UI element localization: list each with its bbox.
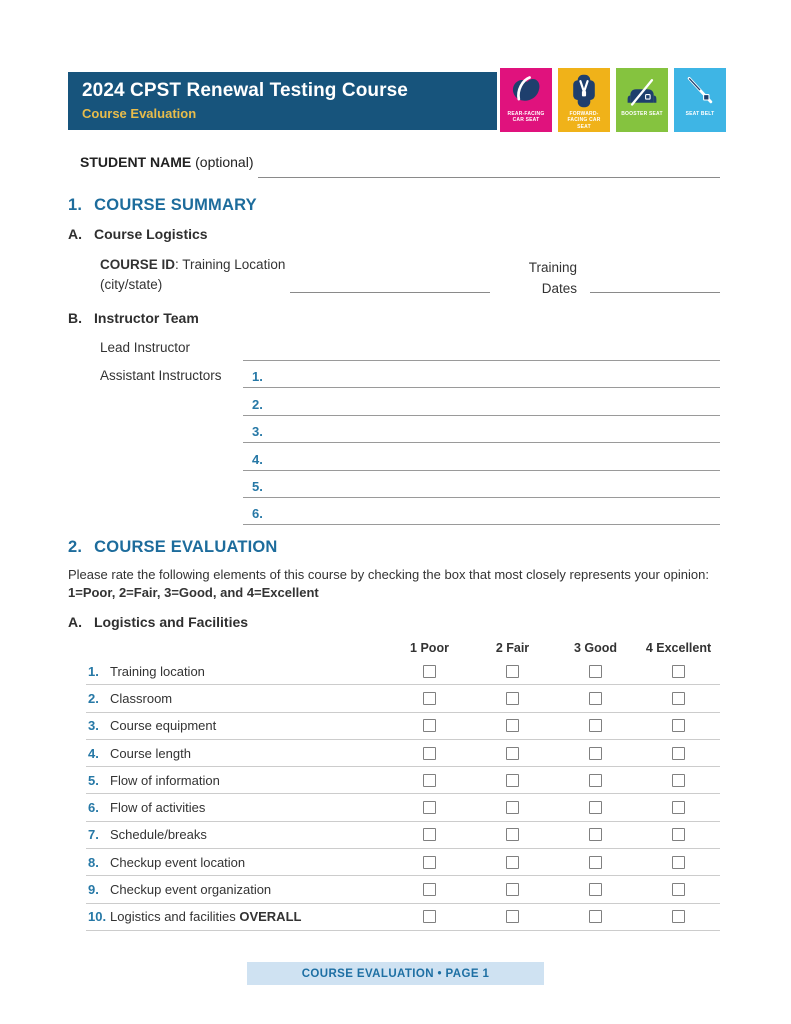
table-row-flow-of-information (86, 767, 720, 794)
table-row-schedule-breaks (86, 822, 720, 849)
row-label: Course length (110, 745, 191, 761)
section-heading-course-evaluation: 2. COURSE EVALUATION (68, 538, 278, 556)
tile-label: SEAT BELT (685, 111, 715, 117)
rear-facing-car-seat-icon (507, 73, 545, 109)
header-band (68, 72, 497, 130)
checkbox-poor[interactable] (423, 747, 436, 760)
row-label: Flow of activities (110, 800, 206, 816)
column-header-good: 3 Good (573, 640, 618, 655)
booster-seat-icon (623, 73, 661, 109)
lead-instructor-label: Lead Instructor (100, 340, 191, 355)
checkbox-good[interactable] (589, 747, 602, 760)
tile-forward-facing-car-seat (558, 68, 610, 132)
checkbox-excellent[interactable] (672, 719, 685, 732)
tile-label: REAR-FACING CAR SEAT (507, 111, 545, 124)
training-location-field[interactable] (290, 272, 490, 293)
table-row-course-length (86, 740, 720, 767)
column-header-fair: 2 Fair (495, 640, 530, 655)
table-row-course-equipment (86, 713, 720, 740)
checkbox-poor[interactable] (423, 910, 436, 923)
row-number: 6. (88, 800, 99, 816)
row-number: 3. (252, 424, 263, 440)
row-number: 8. (88, 854, 99, 870)
row-number: 3. (88, 718, 99, 734)
checkbox-poor[interactable] (423, 801, 436, 814)
car-seat-icon-row (500, 68, 726, 132)
checkbox-poor[interactable] (423, 665, 436, 678)
checkbox-poor[interactable] (423, 828, 436, 841)
tile-booster-seat (616, 68, 668, 132)
checkbox-fair[interactable] (506, 665, 519, 678)
checkbox-excellent[interactable] (672, 828, 685, 841)
tile-seat-belt (674, 68, 726, 132)
row-number: 2. (88, 690, 99, 706)
assistant-instructor-field-3[interactable] (243, 416, 720, 443)
column-header-excellent: 4 Excellent (645, 640, 712, 655)
course-id-label: COURSE ID: Training Location (city/state) (100, 257, 286, 293)
checkbox-excellent[interactable] (672, 910, 685, 923)
row-number: 2. (252, 396, 263, 412)
row-number: 4. (252, 451, 263, 467)
page-footer (247, 962, 544, 985)
checkbox-excellent[interactable] (672, 856, 685, 869)
student-name-field[interactable] (258, 157, 720, 178)
row-label: Classroom (110, 690, 173, 706)
checkbox-fair[interactable] (506, 828, 519, 841)
row-number: 7. (88, 827, 99, 843)
table-row-checkup-event-organization (86, 876, 720, 903)
lead-instructor-field[interactable] (243, 334, 720, 361)
checkbox-poor[interactable] (423, 883, 436, 896)
table-row-training-location (86, 658, 720, 685)
assistant-instructors-label: Assistant Instructors (100, 368, 222, 383)
checkbox-excellent[interactable] (672, 801, 685, 814)
checkbox-good[interactable] (589, 856, 602, 869)
row-label: Training location (110, 663, 205, 679)
checkbox-excellent[interactable] (672, 774, 685, 787)
assistant-instructor-field-6[interactable] (243, 498, 720, 525)
checkbox-fair[interactable] (506, 692, 519, 705)
checkbox-good[interactable] (589, 719, 602, 732)
checkbox-fair[interactable] (506, 801, 519, 814)
row-number: 5. (252, 478, 263, 494)
checkbox-good[interactable] (589, 692, 602, 705)
evaluation-instructions: Please rate the following elements of this course by checking the box that most closely represents your opinion: 1=Poor, 2=Fair, 3=Good, and 4=Excellent (68, 567, 709, 601)
row-label: Checkup event location (110, 854, 246, 870)
page-subtitle: Course Evaluation (82, 106, 197, 121)
checkbox-excellent[interactable] (672, 692, 685, 705)
page-title: 2024 CPST Renewal Testing Course (82, 80, 408, 101)
row-number: 9. (88, 882, 99, 898)
tile-label: BOOSTER SEAT (621, 111, 663, 117)
checkbox-fair[interactable] (506, 910, 519, 923)
row-label: Schedule/breaks (110, 827, 207, 843)
checkbox-poor[interactable] (423, 856, 436, 869)
row-number: 1. (252, 369, 263, 385)
section-heading-course-summary: 1. COURSE SUMMARY (68, 196, 257, 214)
checkbox-good[interactable] (589, 828, 602, 841)
checkbox-poor[interactable] (423, 692, 436, 705)
assistant-instructor-field-1[interactable] (243, 361, 720, 388)
assistant-instructor-field-4[interactable] (243, 443, 720, 470)
checkbox-fair[interactable] (506, 856, 519, 869)
instructor-lines (243, 334, 720, 525)
row-number: 10. (88, 909, 107, 925)
checkbox-poor[interactable] (423, 719, 436, 732)
checkbox-good[interactable] (589, 774, 602, 787)
checkbox-fair[interactable] (506, 719, 519, 732)
checkbox-fair[interactable] (506, 883, 519, 896)
tile-label: FORWARD-FACING CAR SEAT (567, 111, 601, 130)
row-label: Checkup event organization (110, 882, 272, 898)
assistant-instructor-field-2[interactable] (243, 388, 720, 415)
subsection-course-logistics: A. Course Logistics (68, 226, 208, 242)
row-label: Logistics and facilities OVERALL (110, 909, 302, 925)
checkbox-poor[interactable] (423, 774, 436, 787)
training-dates-field[interactable] (590, 272, 720, 293)
row-number: 6. (252, 506, 263, 522)
table-row-logistics-overall (86, 904, 720, 931)
checkbox-fair[interactable] (506, 747, 519, 760)
assistant-instructor-field-5[interactable] (243, 471, 720, 498)
table-row-flow-of-activities (86, 794, 720, 821)
student-name-label: STUDENT NAME (optional) (80, 154, 254, 170)
tile-rear-facing-car-seat (500, 68, 552, 132)
checkbox-good[interactable] (589, 665, 602, 678)
row-number: 4. (88, 745, 99, 761)
training-dates-label: Training Dates (528, 260, 577, 296)
checkbox-fair[interactable] (506, 774, 519, 787)
row-label: Course equipment (110, 718, 217, 734)
column-header-poor: 1 Poor (410, 640, 449, 655)
row-label: Flow of information (110, 772, 220, 788)
forward-facing-car-seat-icon (565, 73, 603, 109)
checkbox-excellent[interactable] (672, 747, 685, 760)
rating-header-row (68, 637, 720, 658)
table-row-classroom (86, 685, 720, 712)
footer-text: COURSE EVALUATION • PAGE 1 (301, 967, 490, 980)
checkbox-excellent[interactable] (672, 665, 685, 678)
row-number: 5. (88, 772, 99, 788)
row-number: 1. (88, 663, 99, 679)
evaluation-table (68, 637, 720, 931)
checkbox-good[interactable] (589, 883, 602, 896)
checkbox-good[interactable] (589, 910, 602, 923)
subsection-instructor-team: B. Instructor Team (68, 310, 199, 326)
seat-belt-icon (681, 73, 719, 109)
table-row-checkup-event-location (86, 849, 720, 876)
checkbox-excellent[interactable] (672, 883, 685, 896)
checkbox-good[interactable] (589, 801, 602, 814)
subsection-logistics-and-facilities: A. Logistics and Facilities (68, 614, 249, 630)
